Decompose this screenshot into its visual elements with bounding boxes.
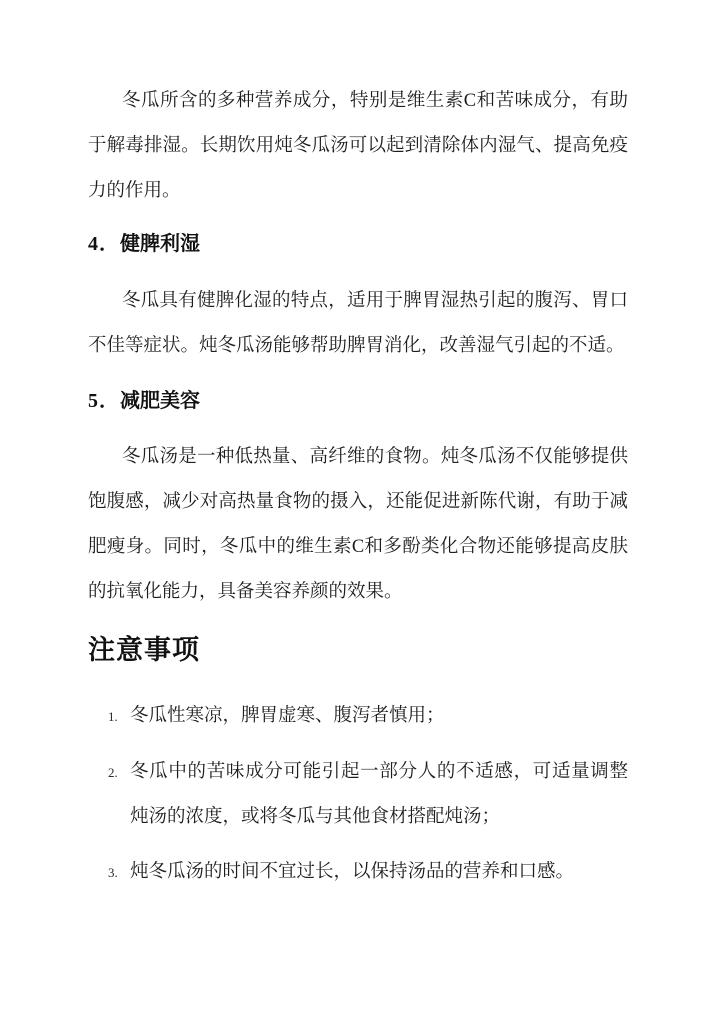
note-item-line: 冬瓜中的苦味成分可能引起一部分人的不适感，可适量调整 xyxy=(130,762,628,782)
note-item-text xyxy=(130,750,628,840)
section-heading-5 xyxy=(88,379,628,424)
paragraph-line: 冬瓜汤是一种低热量、高纤维的食物。炖冬瓜汤不仅能够提供 xyxy=(122,447,628,467)
section-title: 健脾利湿 xyxy=(120,233,200,255)
paragraph-line: 的抗氧化能力，具备美容养颜的效果。 xyxy=(88,582,403,602)
section-4-paragraph xyxy=(88,279,628,369)
intro-paragraph xyxy=(88,79,628,214)
note-item-number: 2. xyxy=(108,765,118,780)
paragraph-line: 冬瓜具有健脾化湿的特点，适用于脾胃湿热引起的腹泻、胃口 xyxy=(122,291,628,311)
section-5-paragraph xyxy=(88,435,628,615)
paragraph-line: 肥瘦身。同时，冬瓜中的维生素C和多酚类化合物还能够提高皮肤 xyxy=(88,537,628,557)
note-item-text xyxy=(130,694,628,739)
section-title: 减肥美容 xyxy=(120,390,200,412)
paragraph-line: 不佳等症状。炖冬瓜汤能够帮助脾胃消化，改善湿气引起的不适。 xyxy=(88,336,625,356)
paragraph-line: 冬瓜所含的多种营养成分，特别是维生素C和苦味成分，有助 xyxy=(122,91,628,111)
note-item-text xyxy=(130,850,628,895)
note-item-line: 炖冬瓜汤的时间不宜过长，以保持汤品的营养和口感。 xyxy=(130,862,575,882)
note-item xyxy=(88,850,628,895)
note-item-line: 冬瓜性寒凉，脾胃虚寒、腹泻者慎用； xyxy=(130,706,445,726)
paragraph-line: 饱腹感，减少对高热量食物的摄入，还能促进新陈代谢，有助于减 xyxy=(88,492,628,512)
note-item-number: 1. xyxy=(108,709,118,724)
note-item xyxy=(88,750,628,840)
notes-heading: 注意事项 xyxy=(88,635,200,665)
section-heading-4 xyxy=(88,222,628,267)
paragraph-line: 力的作用。 xyxy=(88,181,181,201)
section-number: 4． xyxy=(88,233,120,255)
notes-list xyxy=(88,694,628,895)
section-number: 5． xyxy=(88,390,120,412)
note-item xyxy=(88,694,628,739)
paragraph-line: 于解毒排湿。长期饮用炖冬瓜汤可以起到清除体内湿气、提高免疫 xyxy=(88,136,628,156)
note-item-number: 3. xyxy=(108,865,118,880)
note-item-line: 炖汤的浓度，或将冬瓜与其他食材搭配炖汤； xyxy=(130,807,501,827)
